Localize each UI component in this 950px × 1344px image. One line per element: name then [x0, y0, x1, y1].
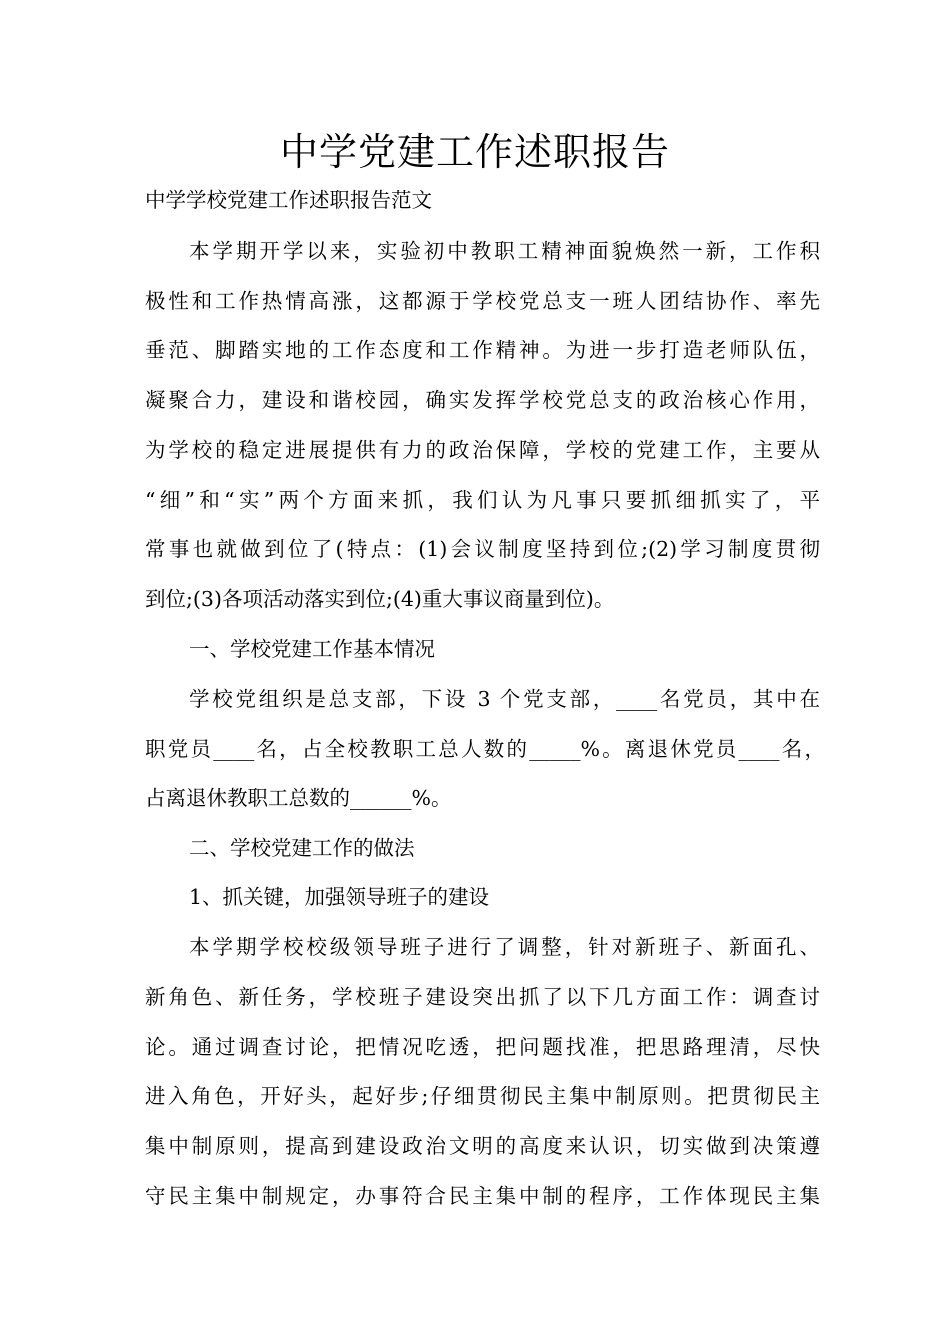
paragraph-line: 学校党组织是总支部，下设 3 个党支部，____名党员，其中在	[189, 687, 820, 711]
paragraph-line: 为学校的稳定进展提供有力的政治保障，学校的党建工作，主要从	[145, 438, 820, 462]
paragraph-line: 占离退休教职工总数的______%。	[145, 786, 452, 810]
paragraph-line: 本学期开学以来，实验初中教职工精神面貌焕然一新，工作积	[189, 239, 820, 263]
paragraph-line: 垂范、脚踏实地的工作态度和工作精神。为进一步打造老师队伍，	[145, 338, 820, 362]
paragraph-line: 新角色、新任务，学校班子建设突出抓了以下几方面工作：调查讨	[145, 985, 820, 1009]
paragraph-line: 集中制原则，提高到建设政治文明的高度来认识，切实做到决策遵	[145, 1134, 820, 1158]
paragraph-line: 极性和工作热情高涨，这都源于学校党总支一班人团结协作、率先	[145, 289, 820, 313]
document-subtitle: 中学学校党建工作述职报告范文	[145, 188, 432, 212]
paragraph-line: “细”和“实”两个方面来抓，我们认为凡事只要抓细抓实了，平	[145, 488, 820, 512]
paragraph-line: 守民主集中制规定，办事符合民主集中制的程序，工作体现民主集	[145, 1184, 820, 1208]
paragraph-line: 进入角色，开好头，起好步;仔细贯彻民主集中制原则。把贯彻民主	[145, 1084, 820, 1108]
paragraph-line: 到位;(3)各项活动落实到位;(4)重大事议商量到位)。	[145, 587, 615, 611]
document-title: 中学党建工作述职报告	[279, 130, 670, 174]
paragraph-line: 论。通过调查讨论，把情况吃透，把问题找准，把思路理清，尽快	[145, 1035, 820, 1059]
section-heading-2: 二、学校党建工作的做法	[189, 836, 415, 860]
subsection-heading-1: 1、抓关键，加强领导班子的建设	[189, 885, 490, 909]
paragraph-line: 凝聚合力，建设和谐校园，确实发挥学校党总支的政治核心作用，	[145, 388, 820, 412]
paragraph-line: 职党员____名，占全校教职工总人数的_____%。离退休党员____名，	[145, 737, 825, 761]
section-heading-1: 一、学校党建工作基本情况	[189, 637, 435, 661]
paragraph-line: 本学期学校校级领导班子进行了调整，针对新班子、新面孔、	[189, 935, 820, 959]
paragraph-line: 常事也就做到位了(特点：(1)会议制度坚持到位;(2)学习制度贯彻	[145, 537, 820, 561]
